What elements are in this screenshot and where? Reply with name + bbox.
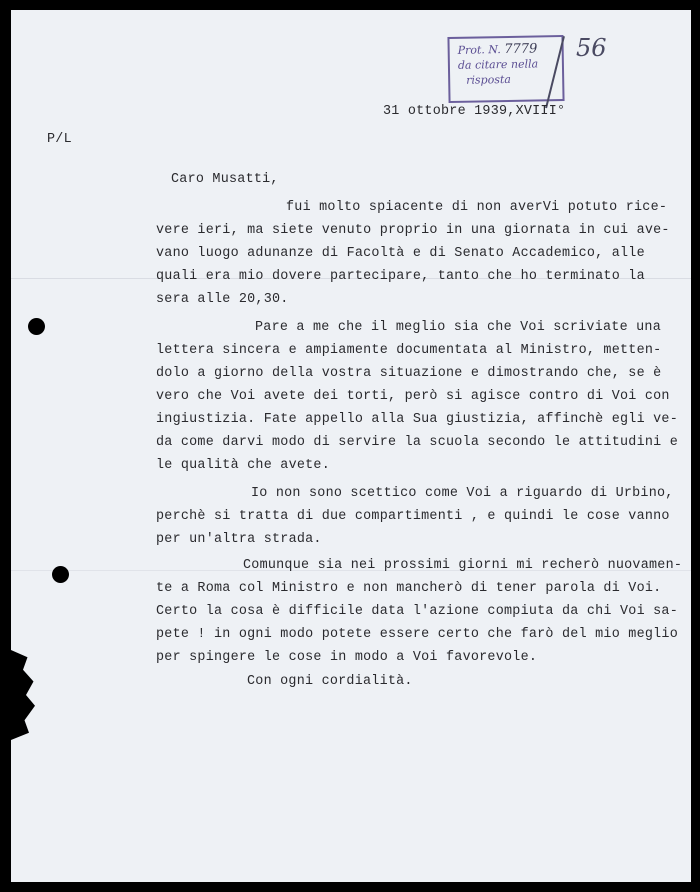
body-line: lettera sincera e ampiamente documentata al Ministro, metten- — [156, 343, 662, 358]
letter-date: 31 ottobre 1939,XVIII° — [383, 104, 566, 119]
stamp-line-2: da citare nella — [457, 57, 539, 72]
letter-page — [11, 10, 691, 882]
page-number: 56 — [576, 34, 607, 62]
body-line: Io non sono scettico come Voi a riguardo di Urbino, — [251, 486, 674, 501]
body-line: Comunque sia nei prossimi giorni mi recherò nuovamen- — [243, 558, 683, 573]
stamp-number: 7779 — [504, 41, 538, 58]
stamp-line-3: risposta — [466, 72, 512, 87]
body-line: dolo a giorno della vostra situazione e dimostrando che, se è — [156, 366, 662, 381]
body-line: vere ieri, ma siete venuto proprio in una giornata in cui ave- — [156, 223, 670, 238]
body-line: te a Roma col Ministro e non mancherò di tener parola di Voi. — [156, 581, 662, 596]
body-line: le qualità che avete. — [156, 458, 330, 473]
body-line: per un'altra strada. — [156, 532, 322, 547]
body-line: perchè si tratta di due compartimenti , e quindi le cose vanno — [156, 509, 670, 524]
stamp-line-1: Prot. N. 7779 — [457, 41, 538, 58]
body-line: sera alle 20,30. — [156, 292, 289, 307]
body-line: per spingere le cose in modo a Voi favorevole. — [156, 650, 538, 665]
body-line: Certo la cosa è difficile data l'azione compiuta da chi Voi sa- — [156, 604, 678, 619]
punch-hole — [28, 318, 45, 335]
margin-mark: P/L — [47, 132, 72, 147]
closing: Con ogni cordialità. — [247, 674, 413, 689]
torn-edge — [11, 650, 41, 740]
protocol-stamp — [447, 35, 564, 103]
body-line: pete ! in ogni modo potete essere certo che farò del mio meglio — [156, 627, 678, 642]
body-line: vero che Voi avete dei torti, però si agisce contro di Voi con — [156, 389, 670, 404]
body-line: quali era mio dovere partecipare, tanto che ho terminato la — [156, 269, 645, 284]
body-line: vano luogo adunanze di Facoltà e di Senato Accademico, alle — [156, 246, 645, 261]
punch-hole — [52, 566, 69, 583]
body-line: Pare a me che il meglio sia che Voi scriviate una — [255, 320, 661, 335]
body-line: ingiustizia. Fate appello alla Sua giustizia, affinchè egli ve- — [156, 412, 678, 427]
salutation: Caro Musatti, — [171, 172, 279, 187]
body-line: fui molto spiacente di non averVi potuto rice- — [286, 200, 668, 215]
body-line: da come darvi modo di servire la scuola secondo le attitudini e — [156, 435, 678, 450]
